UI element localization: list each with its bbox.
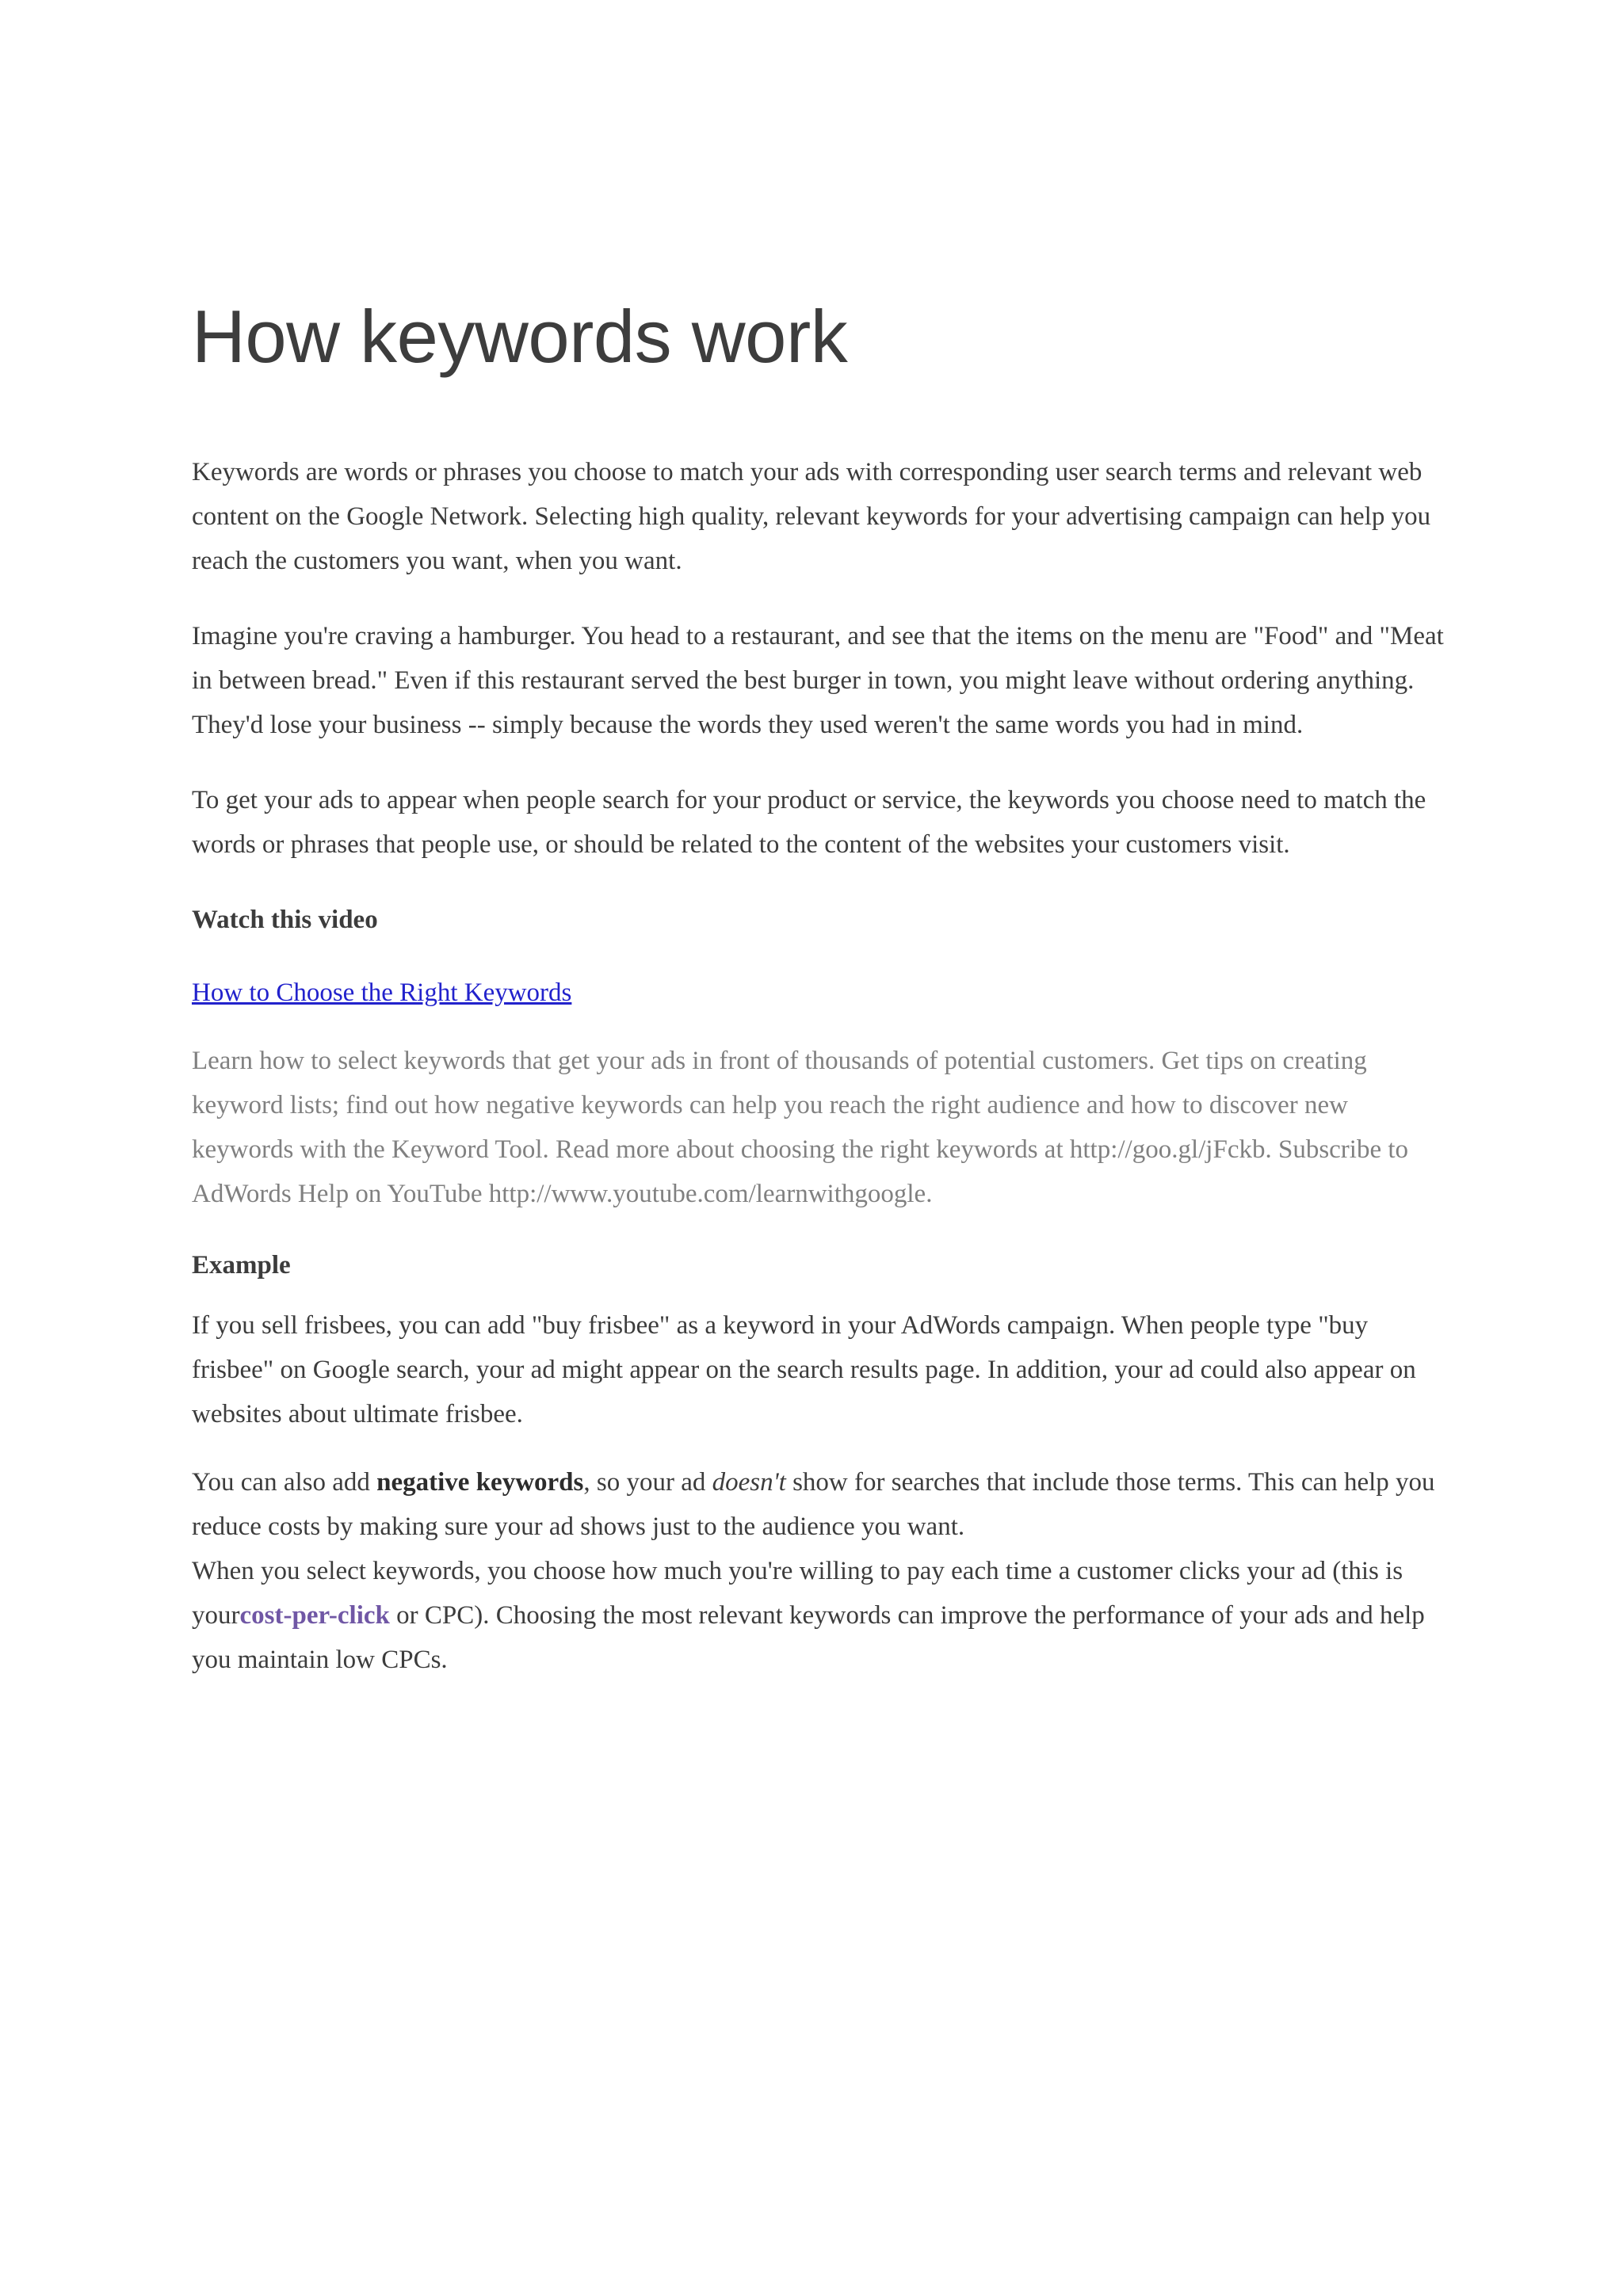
video-heading: Watch this video — [192, 906, 378, 934]
doesnt-emphasis: doesn't — [712, 1468, 786, 1497]
intro-paragraph: Keywords are words or phrases you choose to match your ads with corresponding user search terms and relevant web content on the Google Network. Selecting high quality, relevant keywords for your advertising campaign can help you reach the customers you want, when you want. — [192, 458, 1431, 575]
cpc-text-post: or CPC). Choosing the most relevant keywords can improve the performance of your ads and help you maintain low CPCs. — [192, 1601, 1425, 1674]
ads-appear-paragraph: To get your ads to appear when people search for your product or service, the keywords you choose need to match the words or phrases that people use, or should be related to the content of the websites your customers visit. — [192, 786, 1426, 859]
cpc-text-pre: When you select keywords, you choose how much you're willing to pay each time a customer clicks your ad (this is your — [192, 1557, 1403, 1630]
negative-text-mid: , so your ad — [583, 1468, 712, 1497]
hamburger-paragraph: Imagine you're craving a hamburger. You head to a restaurant, and see that the items on the menu are "Food" and "Meat in between bread." Even if this restaurant served the best burger in town, you might leave without ordering anything. They'd lose your business -- simply because the words they used weren't the same words you had in mind. — [192, 622, 1444, 739]
example-heading: Example — [192, 1251, 291, 1280]
frisbee-paragraph: If you sell frisbees, you can add "buy frisbee" as a keyword in your AdWords campaign. When people type "buy frisbee" on Google search, your ad might appear on the search results page. In addition, your ad could also appear on websites about ultimate frisbee. — [192, 1311, 1416, 1428]
negative-keywords-paragraph — [192, 1460, 1444, 1549]
video-description: Learn how to select keywords that get your ads in front of thousands of potential customers. Get tips on creating keyword lists; find out how negative keywords can help you reach the right audience and how to discover new keywords with the Keyword Tool. Read more about choosing the right keywords at http://goo.gl/jFckb. Subscribe to AdWords Help on YouTube http://www.youtube.com/learnwithgoogle. — [192, 1047, 1409, 1208]
document-page — [192, 293, 1444, 1682]
negative-text-pre: You can also add — [192, 1468, 377, 1497]
page-title: How keywords work — [192, 295, 848, 378]
video-link[interactable]: How to Choose the Right Keywords — [192, 978, 572, 1007]
video-link-line — [192, 971, 1444, 1015]
negative-keywords-term: negative keywords — [376, 1468, 584, 1497]
negative-text-post: show for searches that include those terms. This can help you reduce costs by making sure your ad shows just to the audience you want. — [192, 1468, 1435, 1541]
cpc-paragraph — [192, 1549, 1444, 1682]
cost-per-click-link[interactable]: cost-per-click — [239, 1601, 390, 1630]
